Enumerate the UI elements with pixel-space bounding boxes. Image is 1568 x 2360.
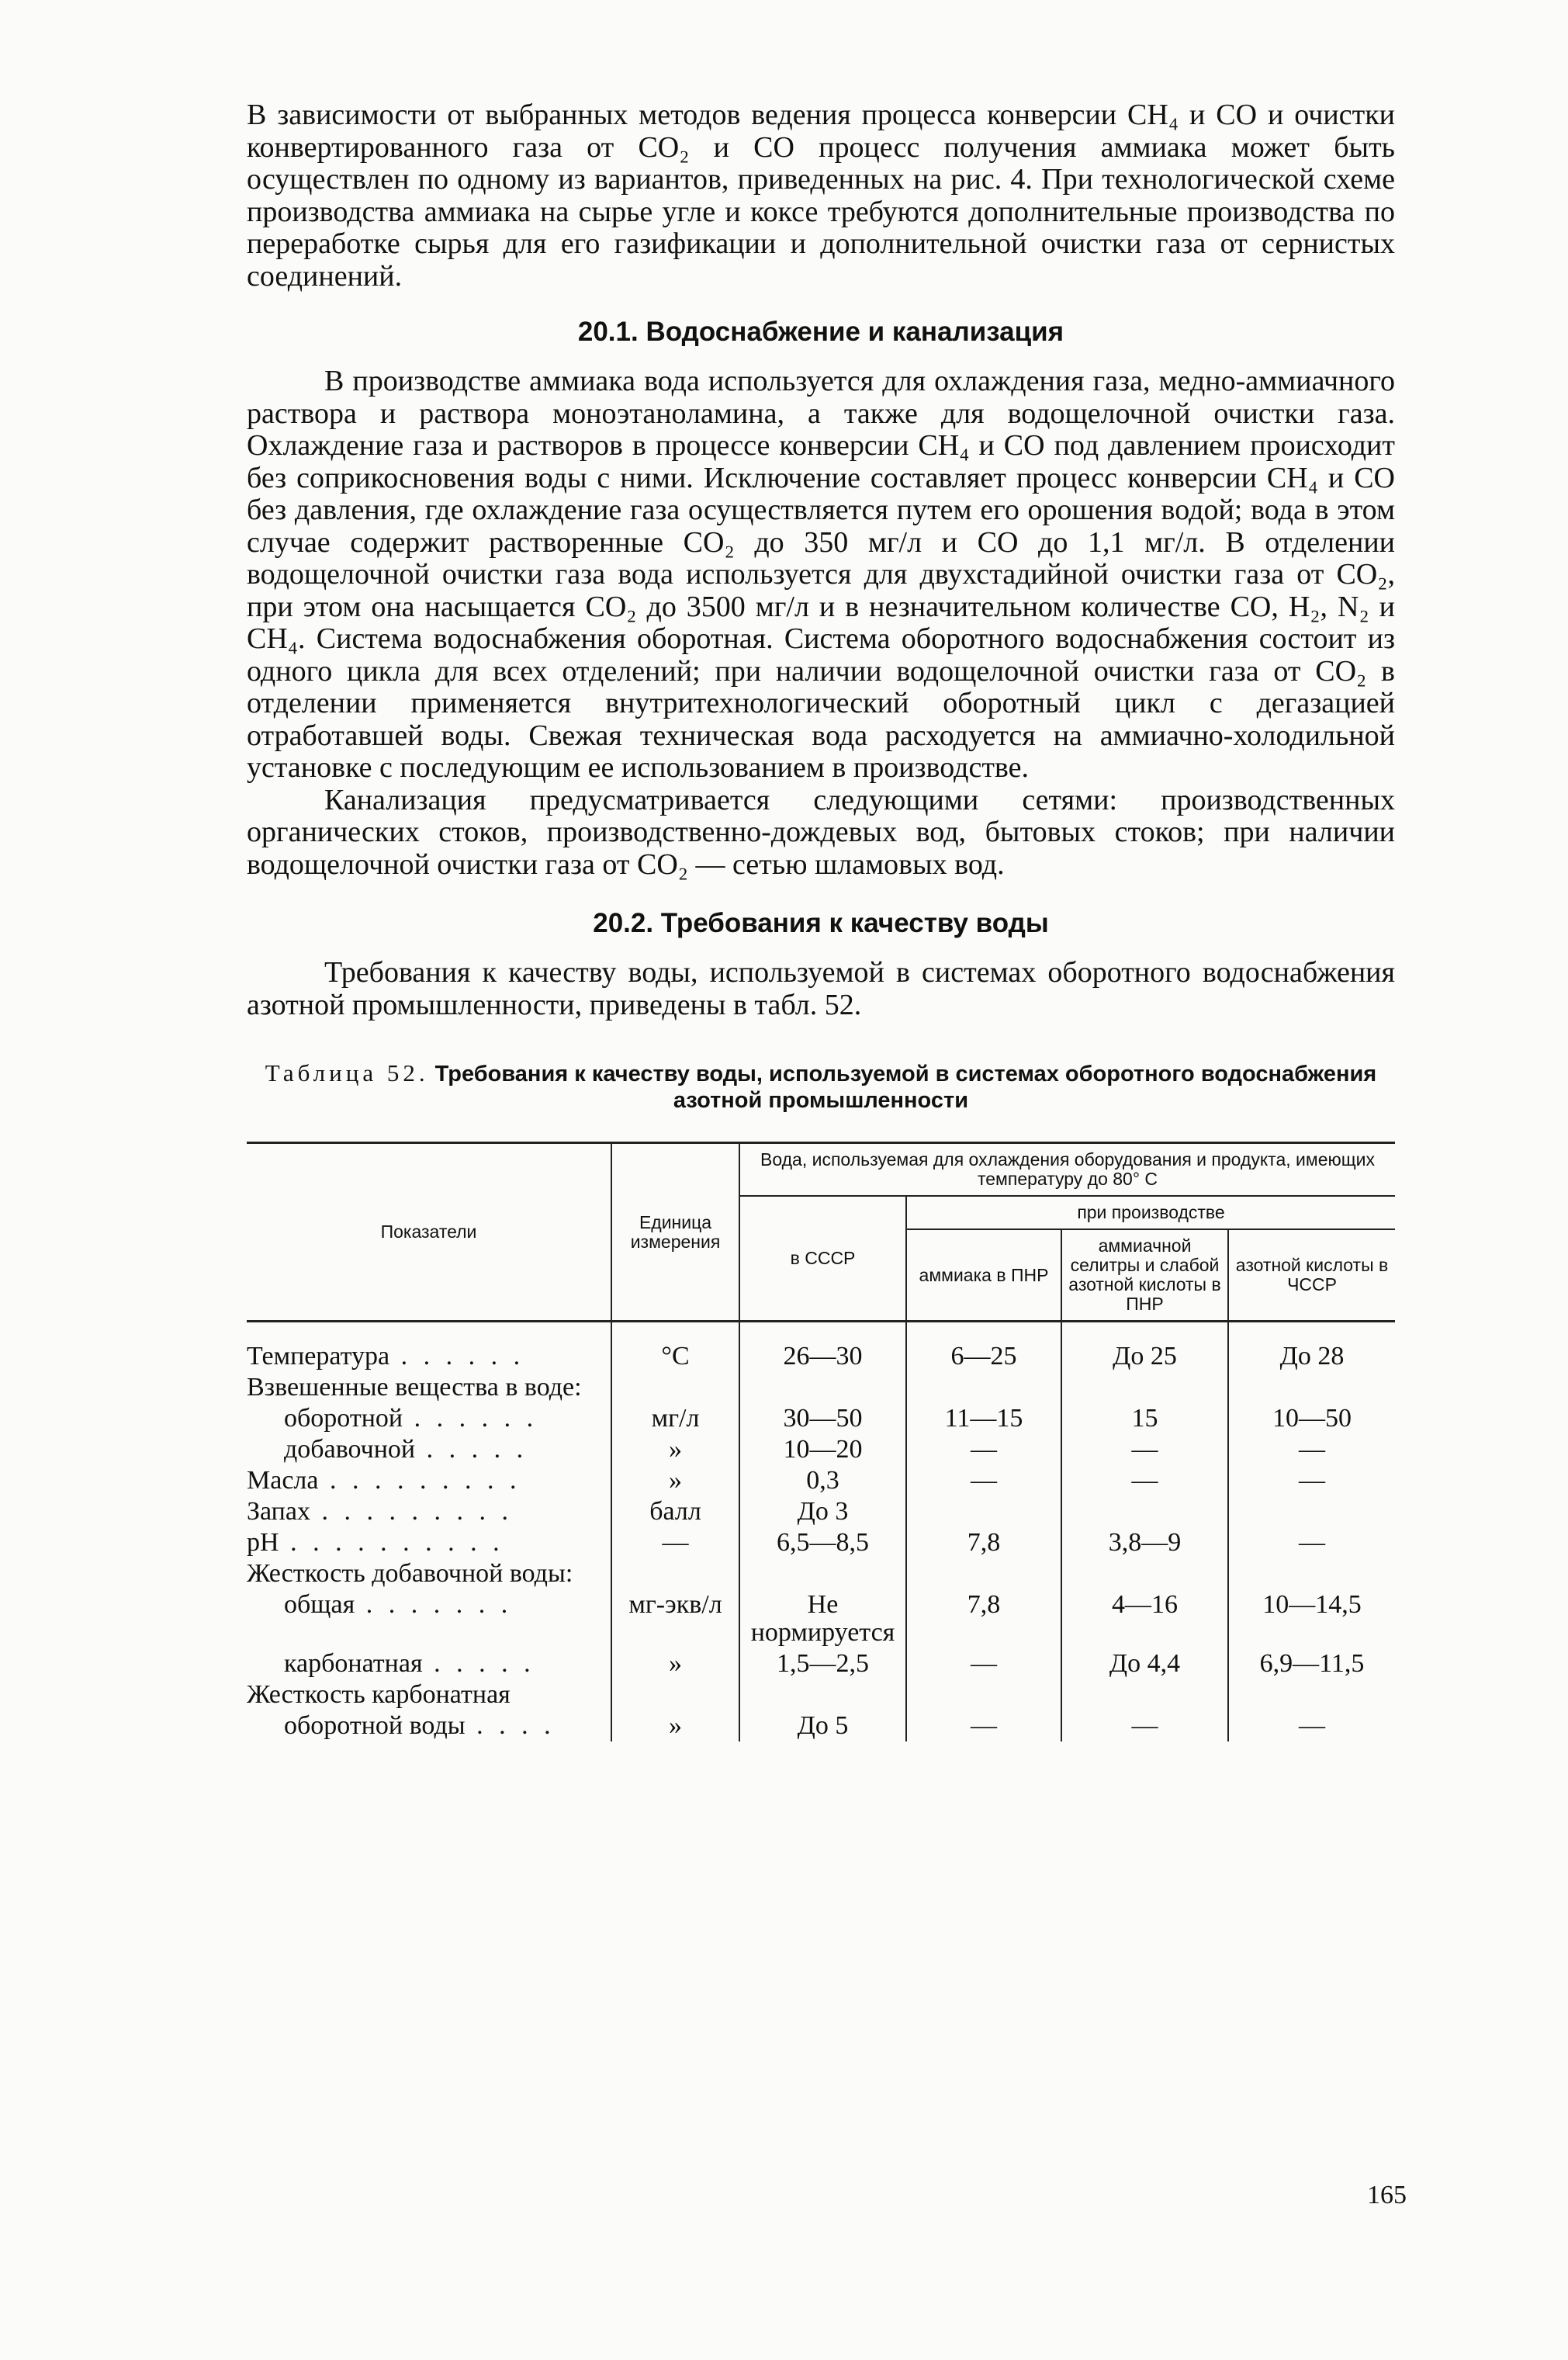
row-name: Взвешенные вещества в воде:	[247, 1373, 582, 1402]
cell-ussr: 30—50	[739, 1403, 906, 1434]
cell-unit	[611, 1558, 739, 1589]
cell-nitric-cssr	[1228, 1372, 1395, 1403]
cell-nitric-cssr: 6,9—11,5	[1228, 1648, 1395, 1679]
table-row: Масла . . . . . . . . . » 0,3 — — —	[247, 1465, 1395, 1496]
cell-nitrate-pnr: —	[1061, 1434, 1228, 1465]
cell-unit	[611, 1679, 739, 1710]
header-nitric-cssr: азотной кислоты в ЧССР	[1228, 1229, 1395, 1322]
table-caption	[247, 1060, 1395, 1114]
cell-nitric-cssr	[1228, 1558, 1395, 1589]
row-name: карбонатная	[284, 1649, 423, 1678]
cell-nitrate-pnr: —	[1061, 1710, 1228, 1741]
table-row: оборотной воды . . . . » До 5 — — —	[247, 1710, 1395, 1741]
table-row: Температура . . . . . . °С 26—30 6—25 До 25 До 28	[247, 1322, 1395, 1373]
row-name: оборотной воды	[284, 1711, 466, 1740]
row-name: оборотной	[284, 1404, 403, 1433]
table-row	[247, 1372, 1395, 1403]
cell-nitric-cssr: До 28	[1228, 1322, 1395, 1373]
cell-nitrate-pnr	[1061, 1496, 1228, 1527]
row-name: Жесткость карбонатная	[247, 1680, 511, 1709]
cell-unit: »	[611, 1648, 739, 1679]
row-name: Запах	[247, 1497, 310, 1526]
table-row: Запах . . . . . . . . . балл До 3	[247, 1496, 1395, 1527]
page-number: 165	[1367, 2181, 1407, 2209]
header-in-production: при производстве	[906, 1196, 1395, 1229]
cell-nitric-cssr: —	[1228, 1434, 1395, 1465]
cell-ussr	[739, 1679, 906, 1710]
cell-ammonia-pnr: —	[906, 1465, 1061, 1496]
cell-unit: »	[611, 1465, 739, 1496]
header-nitrate-pnr: аммиачной селитры и слабой азотной кислоты в ПНР	[1061, 1229, 1228, 1322]
cell-ammonia-pnr	[906, 1372, 1061, 1403]
cell-ammonia-pnr: —	[906, 1710, 1061, 1741]
cell-nitrate-pnr	[1061, 1558, 1228, 1589]
cell-ammonia-pnr	[906, 1496, 1061, 1527]
cell-ammonia-pnr	[906, 1558, 1061, 1589]
header-ammonia-pnr: аммиака в ПНР	[906, 1229, 1061, 1322]
cell-unit: мг-экв/л	[611, 1589, 739, 1648]
header-indicators: Показатели	[247, 1143, 611, 1322]
table-caption-label: Таблица 52.	[265, 1059, 429, 1086]
header-water-group: Вода, используемая для охлаждения оборудования и продукта, имеющих температуру до 80° С	[739, 1143, 1395, 1197]
cell-ammonia-pnr: 11—15	[906, 1403, 1061, 1434]
cell-nitric-cssr: 10—14,5	[1228, 1589, 1395, 1648]
cell-ussr: До 3	[739, 1496, 906, 1527]
table-row: оборотной . . . . . . мг/л 30—50 11—15 15 10—50	[247, 1403, 1395, 1434]
cell-nitric-cssr: —	[1228, 1710, 1395, 1741]
row-name: Температура	[247, 1342, 390, 1371]
table-row: карбонатная . . . . . » 1,5—2,5 — До 4,4 6,9—11,5	[247, 1648, 1395, 1679]
cell-ammonia-pnr: —	[906, 1648, 1061, 1679]
cell-ussr: 10—20	[739, 1434, 906, 1465]
cell-ussr: 6,5—8,5	[739, 1527, 906, 1558]
cell-unit: —	[611, 1527, 739, 1558]
table-row: добавочной . . . . . » 10—20 — — —	[247, 1434, 1395, 1465]
cell-ammonia-pnr: —	[906, 1434, 1061, 1465]
cell-unit: мг/л	[611, 1403, 739, 1434]
cell-ussr	[739, 1558, 906, 1589]
page-content	[247, 99, 1395, 1741]
water-quality-paragraph: Требования к качеству воды, используемой в системах оборотного водоснабжения азотной промышленности, приведены в табл. 52.	[247, 956, 1395, 1021]
cell-ammonia-pnr: 7,8	[906, 1589, 1061, 1648]
row-name: Масла	[247, 1466, 319, 1495]
cell-nitrate-pnr: До 25	[1061, 1322, 1228, 1373]
header-ussr: в СССР	[739, 1196, 906, 1322]
cell-nitric-cssr: 10—50	[1228, 1403, 1395, 1434]
cell-ussr	[739, 1372, 906, 1403]
cell-unit	[611, 1372, 739, 1403]
section-heading-water-supply: 20.1. Водоснабжение и канализация	[577, 317, 1064, 347]
cell-nitrate-pnr: До 4,4	[1061, 1648, 1228, 1679]
cell-nitric-cssr: —	[1228, 1465, 1395, 1496]
cell-unit: балл	[611, 1496, 739, 1527]
row-name: добавочной	[284, 1435, 416, 1464]
cell-unit: °С	[611, 1322, 739, 1373]
cell-unit: »	[611, 1434, 739, 1465]
header-unit: Единица измерения	[611, 1143, 739, 1322]
cell-nitrate-pnr: —	[1061, 1465, 1228, 1496]
cell-unit: »	[611, 1710, 739, 1741]
row-name: общая	[284, 1590, 355, 1619]
cell-nitrate-pnr: 15	[1061, 1403, 1228, 1434]
sewerage-paragraph: Канализация предусматривается следующими сетями: производственных органических стоков, производственно-дождевых вод, бытовых стоков; при наличии водощелочной очистки газа от СО₂ — сетью шламовых вод.	[247, 783, 1395, 881]
cell-ussr: Не нормируется	[739, 1589, 906, 1648]
cell-ussr: До 5	[739, 1710, 906, 1741]
cell-ammonia-pnr	[906, 1679, 1061, 1710]
cell-nitric-cssr	[1228, 1496, 1395, 1527]
cell-nitrate-pnr: 3,8—9	[1061, 1527, 1228, 1558]
cell-ussr: 1,5—2,5	[739, 1648, 906, 1679]
water-quality-table	[247, 1142, 1395, 1741]
row-name: Жесткость добавочной воды:	[247, 1559, 573, 1588]
cell-ussr: 26—30	[739, 1322, 906, 1373]
table-row	[247, 1558, 1395, 1589]
cell-ammonia-pnr: 7,8	[906, 1527, 1061, 1558]
intro-paragraph: В зависимости от выбранных методов ведения процесса конверсии СН₄ и СО и очистки конвертированного газа от СО₂ и СО процесс получения аммиака может быть осуществлен по одному из вариантов, приведенных на рис. 4. При технологической схеме производства аммиака на сырье угле и коксе требуются дополнительные производства по переработке сырья для его газификации и дополнительной очистки газа от сернистых соединений.	[247, 99, 1395, 293]
table-caption-title: Требования к качеству воды, используемой в системах оборотного водоснабжения азотной промышленности	[434, 1062, 1377, 1113]
cell-nitrate-pnr	[1061, 1679, 1228, 1710]
section-heading-water-quality: 20.2. Требования к качеству воды	[593, 908, 1049, 938]
cell-ammonia-pnr: 6—25	[906, 1322, 1061, 1373]
table-row	[247, 1679, 1395, 1710]
cell-nitrate-pnr: 4—16	[1061, 1589, 1228, 1648]
table-row: общая . . . . . . . мг-экв/л Не нормируется 7,8 4—16 10—14,5	[247, 1589, 1395, 1648]
cell-ussr: 0,3	[739, 1465, 906, 1496]
cell-nitric-cssr: —	[1228, 1527, 1395, 1558]
table-row: рН . . . . . . . . . . — 6,5—8,5 7,8 3,8—9 —	[247, 1527, 1395, 1558]
row-name: рН	[247, 1528, 279, 1557]
water-supply-paragraph: В производстве аммиака вода используется для охлаждения газа, медно-аммиачного раствора и раствора моноэтаноламина, а также для водощелочной очистки газа. Охлаждение газа и растворов в процессе конверсии СН₄ и СО под давлением происходит без соприкосновения воды с ними. Исключение составляет процесс конверсии СН₄ и СО без давления, где охлаждение газа осуществляется путем его орошения водой; вода в этом случае содержит растворенные СО₂ до 350 мг/л и СО до 1,1 мг/л. В отделении водощелочной очистки газа вода используется для двухстадийной очистки газа от СО₂, при этом она насыщается СО₂ до 3500 мг/л и в незначительном количестве СО, Н₂, N₂ и СН₄. Система водоснабжения оборотная. Система оборотного водоснабжения состоит из одного цикла для всех отделений; при наличии водощелочной очистки газа от СО₂ в отделении применяется внутритехнологический оборотный цикл с дегазацией отработавшей воды. Свежая техническая вода расходуется на аммиачно-холодильной установке с последующим ее использованием в производстве.	[247, 365, 1395, 784]
cell-nitric-cssr	[1228, 1679, 1395, 1710]
cell-nitrate-pnr	[1061, 1372, 1228, 1403]
